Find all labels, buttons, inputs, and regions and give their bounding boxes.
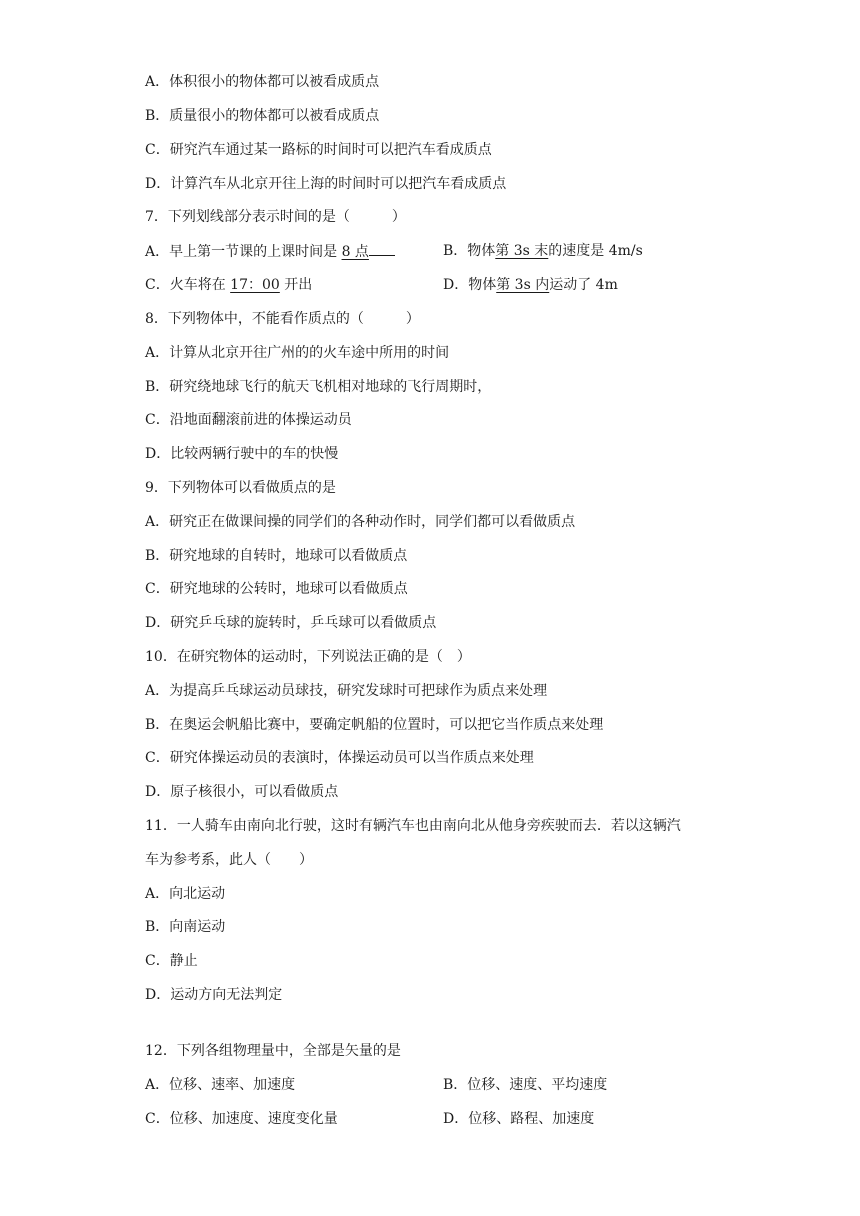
q9-stem: 9．下列物体可以看做质点的是 — [145, 480, 336, 496]
q12-option-c: C．位移、加速度、速度变化量 — [145, 1111, 338, 1127]
q7-a-underline-blank — [369, 241, 395, 256]
q11-option-b: B．向南运动 — [145, 919, 226, 935]
q7-c-underlined: 17：00 — [230, 277, 280, 293]
q7-option-d — [443, 275, 618, 295]
q7-option-a — [145, 241, 395, 262]
q7-stem: 7．下列划线部分表示时间的是（ ） — [145, 209, 406, 225]
q7-d-text: D．物体 — [443, 277, 497, 293]
q10-option-a: A．为提高乒乓球运动员球技，研究发球时可把球作为质点来处理 — [145, 683, 548, 699]
q8-option-b: B．研究绕地球飞行的航天飞机相对地球的飞行周期时， — [145, 379, 492, 395]
q8-option-a: A．计算从北京开往广州的的火车途中所用的时间 — [145, 345, 450, 361]
q10-option-c: C．研究体操运动员的表演时，体操运动员可以当作质点来处理 — [145, 750, 534, 766]
q6-option-c: C．研究汽车通过某一路标的时间时可以把汽车看成质点 — [145, 142, 492, 158]
q10-option-d: D．原子核很小，可以看做质点 — [145, 784, 339, 800]
q7-d-underlined: 第 3s 内 — [496, 277, 550, 293]
q9-option-a: A．研究正在做课间操的同学们的各种动作时，同学们都可以看做质点 — [145, 514, 576, 530]
q12-option-d: D．位移、路程、加速度 — [443, 1111, 595, 1127]
q7-c-text-post: 开出 — [279, 277, 313, 293]
q9-option-d: D．研究乒乓球的旋转时，乒乓球可以看做质点 — [145, 615, 437, 631]
q6-option-b: B．质量很小的物体都可以被看成质点 — [145, 108, 380, 124]
q8-stem: 8．下列物体中，不能看作质点的（ ） — [145, 311, 420, 327]
q7-b-text: B．物体 — [443, 243, 496, 259]
q7-d-text-post: 运动了 4m — [549, 277, 618, 293]
q7-c-text: C．火车将在 — [145, 277, 231, 293]
q11-option-a: A．向北运动 — [145, 886, 226, 902]
q7-option-b — [443, 241, 643, 261]
q9-option-c: C．研究地球的公转时，地球可以看做质点 — [145, 581, 408, 597]
q11-option-c: C．静止 — [145, 953, 198, 969]
q7-b-underlined: 第 3s 末 — [495, 243, 549, 259]
q7-option-c — [145, 275, 312, 295]
q7-a-underlined: 8 点 — [341, 244, 369, 260]
q11-stem-line1: 11．一人骑车由南向北行驶，这时有辆汽车也由南向北从他身旁疾驶而去．若以这辆汽 — [145, 818, 681, 834]
q12-option-a: A．位移、速率、加速度 — [145, 1077, 296, 1093]
q8-option-d: D．比较两辆行驶中的车的快慢 — [145, 446, 339, 462]
q6-option-a: A．体积很小的物体都可以被看成质点 — [145, 74, 380, 90]
q11-stem-line2: 车为参考系，此人（ ） — [145, 852, 313, 868]
q9-option-b: B．研究地球的自转时，地球可以看做质点 — [145, 548, 408, 564]
q6-option-d: D．计算汽车从北京开往上海的时间时可以把汽车看成质点 — [145, 176, 507, 192]
q10-option-b: B．在奥运会帆船比赛中，要确定帆船的位置时，可以把它当作质点来处理 — [145, 717, 604, 733]
q12-option-b: B．位移、速度、平均速度 — [443, 1077, 608, 1093]
q7-a-text: A．早上第一节课的上课时间是 — [145, 244, 342, 260]
q7-b-text-post: 的速度是 4m/s — [548, 243, 643, 259]
q10-stem: 10．在研究物体的运动时，下列说法正确的是（ ） — [145, 649, 471, 665]
q8-option-c: C．沿地面翻滚前进的体操运动员 — [145, 412, 352, 428]
q12-stem: 12．下列各组物理量中，全部是矢量的是 — [145, 1043, 401, 1059]
q11-option-d: D．运动方向无法判定 — [145, 987, 283, 1003]
